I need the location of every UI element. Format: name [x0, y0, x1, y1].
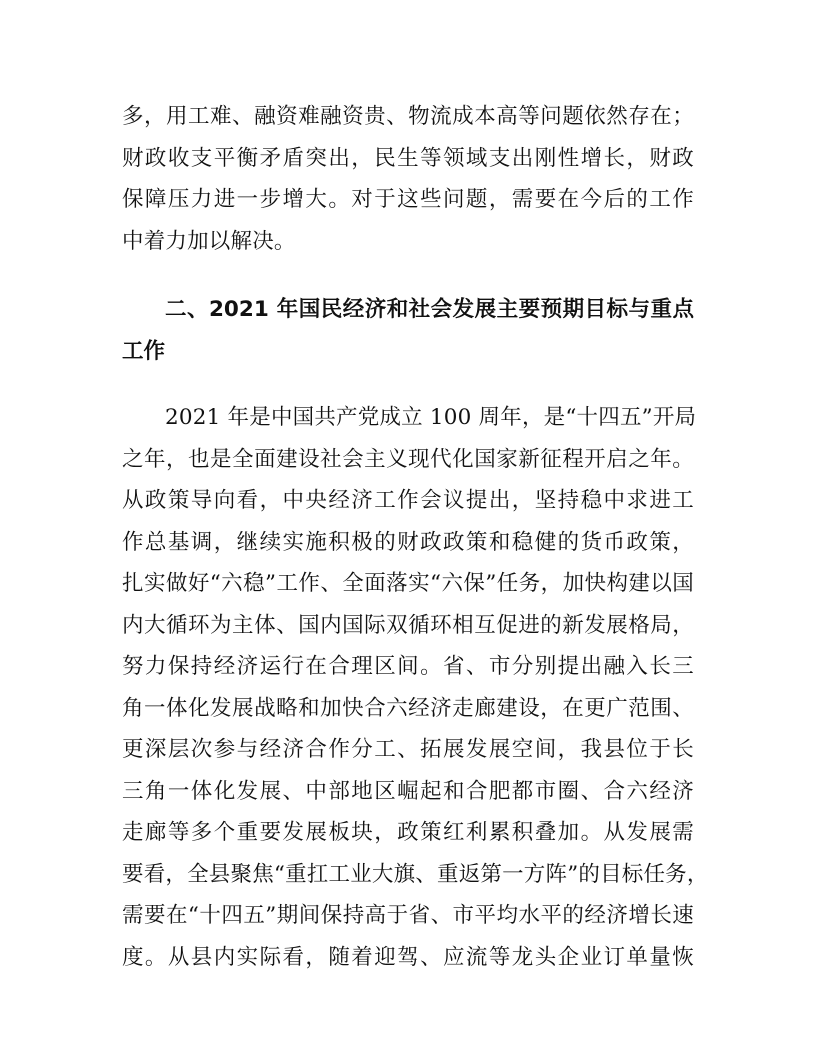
paragraph-line: 从政策导向看，中央经济工作会议提出，坚持稳中求进工: [122, 488, 694, 513]
paragraph-line: 财政收支平衡矛盾突出，民生等领域支出刚性增长，财政: [122, 145, 694, 171]
paragraph-line: 2021 年是中国共产党成立 100 周年，是“十四五”开局: [165, 405, 697, 430]
document-body: [122, 96, 709, 978]
section-heading-line: 工作: [122, 338, 166, 364]
paragraph-line: 中着力加以解决。: [122, 228, 296, 254]
paragraph-line: 内大循环为主体、国内国际双循环相互促进的新发展格局，: [122, 612, 694, 638]
paragraph-2: [122, 397, 709, 978]
paragraph-line: 扎实做好“六稳”工作、全面落实“六保”任务，加快构建以国: [122, 571, 694, 596]
paragraph-1: [122, 96, 694, 262]
paragraph-line: 之年，也是全面建设社会主义现代化国家新征程开启之年。: [122, 446, 694, 472]
spacer: [122, 262, 694, 289]
paragraph-line: 更深层次参与经济合作分工、拓展发展空间，我县位于长: [122, 737, 694, 762]
spacer: [122, 372, 694, 397]
section-heading-line: 二、2021 年国民经济和社会发展主要预期目标与重点: [165, 297, 694, 322]
paragraph-line: 多，用工难、融资难融资贵、物流成本高等问题依然存在；: [122, 104, 694, 129]
paragraph-line: 要看，全县聚焦“重扛工业大旗、重返第一方阵”的目标任务，: [122, 861, 709, 887]
paragraph-line: 三角一体化发展、中部地区崛起和合肥都市圈、合六经济: [122, 778, 694, 804]
paragraph-line: 作总基调，继续实施积极的财政政策和稳健的货币政策，: [122, 529, 694, 555]
section-heading: [122, 289, 694, 372]
paragraph-line: 走廊等多个重要发展板块，政策红利累积叠加。从发展需: [122, 820, 694, 845]
paragraph-line: 保障压力进一步增大。对于这些问题，需要在今后的工作: [122, 187, 694, 212]
paragraph-line: 需要在“十四五”期间保持高于省、市平均水平的经济增长速: [122, 903, 694, 928]
paragraph-line: 努力保持经济运行在合理区间。省、市分别提出融入长三: [122, 654, 694, 679]
paragraph-line: 角一体化发展战略和加快合六经济走廊建设，在更广范围、: [122, 695, 694, 721]
paragraph-line: 度。从县内实际看，随着迎驾、应流等龙头企业订单量恢: [122, 944, 694, 970]
